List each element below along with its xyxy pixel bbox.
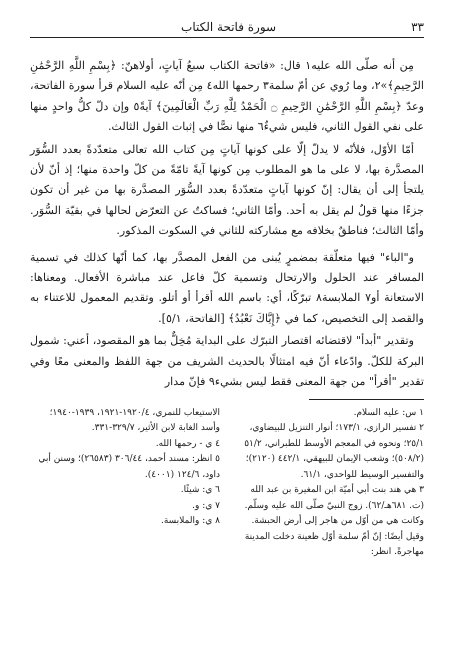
paragraph: مِن أنه صلّى الله عليه١ قال: «فاتحة الكتاب سبعُ آياتٍ، أولاهنّ: ﴿بِسْمِ اللَّهِ الرَّحْمَٰنِ الرَّحِيمِ﴾»٢، وما رُوي عن أمّ سلمة٣ رحمها الله٤ مِن أنّه عليه السلام قرأ سورة الفاتحة، وعدّ ﴿بِسْمِ اللَّهِ الرَّحْمَٰنِ الرَّحِيمِ ۝ الْحَمْدُ لِلَّهِ رَبِّ الْعَالَمِينَ﴾ آيةً٥ وإن دلّ كلُّ واحدٍ منها على نفي القول الثاني، فليس شيءٌ٦ منها نصًّا في إثبات القول الثالث. bbox=[30, 59, 424, 134]
footnotes-right-column bbox=[234, 406, 424, 561]
header-rule bbox=[30, 37, 424, 38]
footnote: ٢ تفسير الرازي، ١٧٣/١؛ أنوار التنزيل للبيضاوي، ٢٥/١؛ ونحوه في المعجم الأوسط للطبراني، ٥١/٢ (٥٠٨/٢)؛ وشعب الإيمان للبيهقي، ٤٤٢/١ (٢١٢٠)؛ والتفسير الوسيط للواحدي، ٦١/١. bbox=[244, 423, 424, 480]
footnote: ٧ ي: و. bbox=[192, 500, 220, 511]
running-title: سورة فاتحة الكتاب bbox=[181, 20, 277, 34]
footnote: ٦ ي: شيئًا. bbox=[180, 485, 220, 495]
footnote: ٤ ي - رحمها الله. bbox=[155, 438, 220, 449]
main-text bbox=[30, 56, 424, 393]
running-header bbox=[30, 12, 424, 34]
footnote: ٣ هي هند بنت أبي أميّة ابن المغيرة بن عبد الله (ت. ٦٨١هـ/٦٢). زوج النبيّ صلّى الله عليه وسلّم. وكانت هي من أوّل من هاجر إلى أرض الحبشة. وقيل أيضًا: إنّ أمّ سلمة أوّل ظعينة دخلت المدينة مهاجرةً. انظر: bbox=[244, 485, 424, 557]
footnote-separator bbox=[309, 399, 424, 400]
paragraph: و"الباء" فيها متعلّقة بمضمرٍ يُبنى من الفعل المصدَّر بها، كما أنّها كذلك في تسمية المسافر عند الحلول والارتحال وتسمية كلّ فاعل عند مباشرة الأفعال. ومعناها: الاستعانة أو٧ الملابسة٨ تبرّكًا، أي: باسم الله أقرأ أو أتلو. وتقديم المعمول للاعتناء به والقصد إلى التخصيص، كما في ﴿إِيَّاكَ نَعْبُدُ﴾ [الفاتحة، ٥/١]. bbox=[30, 250, 424, 325]
footnote: الاستيعاب للنمري، ١٩٢٠/٤-١٩٢١، ١٩٣٩-١٩٤٠؛ وأسد الغابة لابن الأثير، ٣٢٩/٧-٣٣١. bbox=[49, 407, 220, 433]
footnote: ٥ انظر: مسند أحمد، ٣٠٦/٤٤ (٢٦٥٨٣)؛ وسنن أبي داود، ١٢٤/٦ (٤٠٠١). bbox=[38, 454, 220, 480]
paragraph: أمّا الأوّل، فلأنّه لا يدلّ إلّا على كونها آياتٍ مِن كتاب الله تعالى متعدّدةً بعدد السُّوَر المصدَّرة بها، لا على ما هو المطلوب مِن كونها آيةً تامّةً من كلّ واحدة منها؛ إذ أنّ لأن يلتجأ إلى أن يقال: إنّ كونها آياتٍ متعدّدةً بعدد السُّوَر المصدَّرة بها من غير أن تكون جزءًا منها قولٌ لم يقل به أحد. وأمّا الثاني؛ فساكتٌ عن التعرّض لحالها في بقيّة السُّوَر. وأمّا الثالث؛ فناطقٌ بخلافه مع مشاركته للثاني في السكوت المذكور. bbox=[30, 142, 424, 238]
paragraph: وتقدير "أبدأ" لاقتضائه اقتصار التبرّك على البداية مُخِلٌّ بما هو المقصود، أعني: شمول البركة للكلّ. وادّعاء أنّ فيه امتثالًا بالحديث الشريف من جهة اللفظ والمعنى معًا وفي تقدير "أقرأ" من جهة المعنى فقط ليس بشيء٩ فإنّ مدار bbox=[30, 334, 424, 389]
footnote: ٨ ي: والملابسة. bbox=[160, 516, 220, 526]
footnotes bbox=[30, 406, 424, 561]
footnote: ١ س: عليه السلام. bbox=[353, 407, 424, 418]
footnotes-left-column bbox=[30, 406, 220, 561]
page-number: ٣٣ bbox=[411, 20, 424, 34]
